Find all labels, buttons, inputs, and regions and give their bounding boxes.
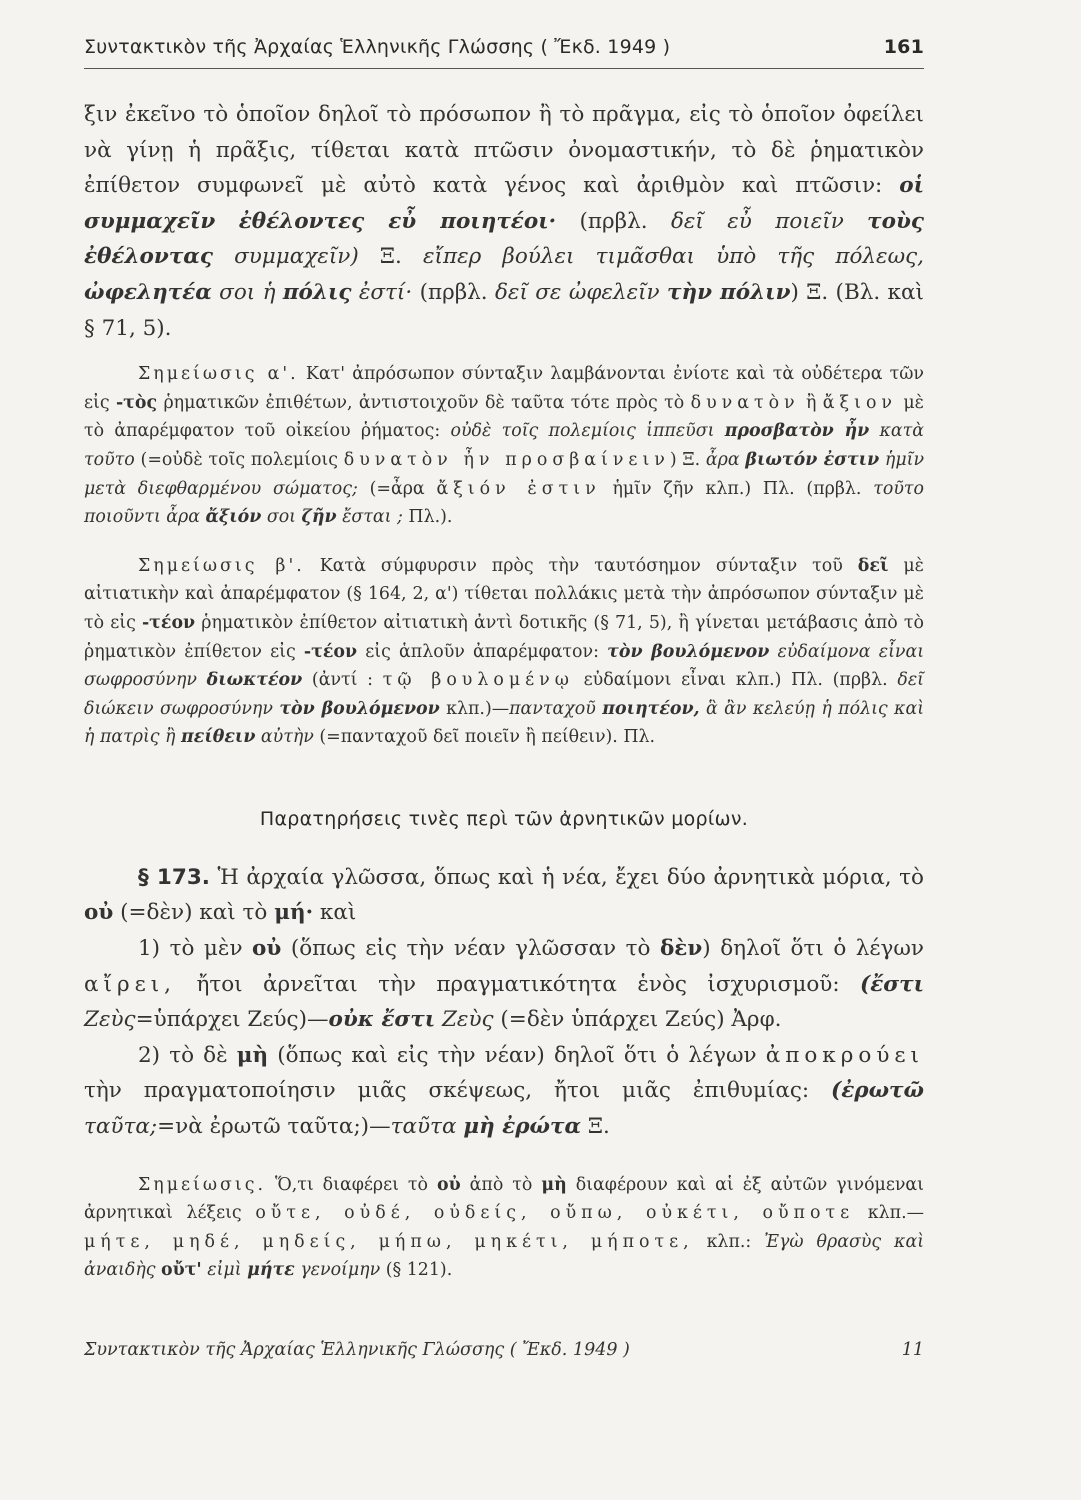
item-1: 1) τὸ μὲν οὐ (ὅπως εἰς τὴν νέαν γλῶσσαν τὸ δὲν) δηλοῖ ὅτι ὁ λέγων αἴρει, ἤτοι ἀρνεῖται τὴν πραγματικότητα ἑνὸς ἰσχυρισμοῦ: (ἔστι Ζεὺς=ὑπάρχει Ζεύς)—οὐκ ἔστι Ζεὺς (=δὲν ὑπάρχει Ζεύς) Ἀρφ.	[84, 936, 925, 1033]
note-b: Σημείωσις β'. Κατὰ σύμφυρσιν πρὸς τὴν ταυτόσημον σύνταξιν τοῦ δεῖ μὲ αἰτιατικὴν καὶ ἀπαρέμφατον (§ 164, 2, α') τίθεται πολλάκις μετὰ τὴν ἀπρόσωπον σύνταξιν μὲ τὸ εἰς -τέον ῥηματικὸν ἐπίθετον αἰτιατικὴ ἀντὶ δοτικῆς (§ 71, 5), ἢ γίνεται μετάβασις ἀπὸ τὸ ῥηματικὸν ἐπίθετον εἰς -τέον εἰς ἁπλοῦν ἀπαρέμφατον: τὸν βουλόμενον εὐδαίμονα εἶναι σωφροσύνην διωκτέον (ἀντί : τῷ βουλομένῳ εὐδαίμονι εἶναι κλπ.) Πλ. (πρβλ. δεῖ διώκειν σωφροσύνην τὸν βουλόμενον κλπ.)—πανταχοῦ ποιητέον, ἃ ἂν κελεύῃ ἡ πόλις καὶ ἡ πατρὶς ἢ πείθειν αὐτὴν (=πανταχοῦ δεῖ ποιεῖν ἢ πείθειν). Πλ.	[84, 555, 925, 748]
note-c: Σημείωσις. Ὅ,τι διαφέρει τὸ οὐ ἀπὸ τὸ μὴ διαφέρουν καὶ αἱ ἐξ αὐτῶν γινόμεναι ἀρνητικαὶ λέξεις οὔτε, οὐδέ, οὐδείς, οὔπω, οὐκέτι, οὔποτε κλπ.—μήτε, μηδέ, μηδείς, μήπω, μηκέτι, μήποτε, κλπ.: Ἐγὼ θρασὺς καὶ ἀναιδὴς οὔτ' εἰμὶ μήτε γενοίμην (§ 121).	[84, 1174, 925, 1281]
paragraph-continuation: ξιν ἐκεῖνο τὸ ὁποῖον δηλοῖ τὸ πρόσωπον ἢ τὸ πρᾶγμα, εἰς τὸ ὁποῖον ὀφείλει νὰ γίνῃ ἡ πρᾶξις, τίθεται κατὰ πτῶσιν ὀνομαστικήν, τὸ δὲ ῥηματικὸν ἐπίθετον συμφωνεῖ μὲ αὐτὸ κατὰ γένος καὶ ἀριθμὸν καὶ πτῶσιν: οἱ συμμαχεῖν ἐθέλοντες εὖ ποιητέοι· (πρβλ. δεῖ εὖ ποιεῖν τοὺς ἐθέλοντας συμμαχεῖν) Ξ. εἴπερ βούλει τιμᾶσθαι ὑπὸ τῆς πόλεως, ὠφελητέα σοι ἡ πόλις ἐστί· (πρβλ. δεῖ σε ὠφελεῖν τὴν πόλιν) Ξ. (Βλ. καὶ § 71, 5).	[84, 102, 924, 341]
signature-mark: 11	[901, 1340, 924, 1360]
header-title: Συντακτικὸν τῆς Ἀρχαίας Ἑλληνικῆς Γλώσσης ( Ἔκδ. 1949 )	[84, 36, 671, 58]
page-body	[84, 36, 924, 1285]
page-footer	[84, 1340, 924, 1360]
page-number: 161	[883, 36, 924, 58]
footer-title: Συντακτικὸν τῆς Ἀρχαίας Ἑλληνικῆς Γλώσσης ( Ἔκδ. 1949 )	[84, 1340, 630, 1360]
section-173: § 173. Ἡ ἀρχαία γλῶσσα, ὅπως καὶ ἡ νέα, ἔχει δύο ἀρνητικὰ μόρια, τὸ οὐ (=δὲν) καὶ τὸ μή· καὶ	[84, 864, 924, 926]
note-a: Σημείωσις α'. Κατ' ἀπρόσωπον σύνταξιν λαμβάνονται ἐνίοτε καὶ τὰ οὐδέτερα τῶν εἰς -τὸς ῥηματικῶν ἐπιθέτων, ἀντιστοιχοῦν δὲ ταῦτα τότε πρὸς τὸ δυνατὸν ἢ ἄξιον μὲ τὸ ἀπαρέμφατον τοῦ οἰκείου ῥήματος: οὐδὲ τοῖς πολεμίοις ἱππεῦσι προσβατὸν ἦν κατὰ τοῦτο (=οὐδὲ τοῖς πολεμίοις δυνατὸν ἦν προσβαίνειν) Ξ. ἆρα βιωτόν ἐστιν ἡμῖν μετὰ διεφθαρμένου σώματος; (=ἆρα ἄξιόν ἐστιν ἡμῖν ζῆν κλπ.) Πλ. (πρβλ. τοῦτο ποιοῦντι ἆρα ἄξιόν σοι ζῆν ἔσται ; Πλ.).	[84, 364, 925, 528]
section-heading: Παρατηρήσεις τινὲς περὶ τῶν ἀρνητικῶν μορίων.	[259, 807, 749, 830]
item-2: 2) τὸ δὲ μὴ (ὅπως καὶ εἰς τὴν νέαν) δηλοῖ ὅτι ὁ λέγων ἀποκρούει τὴν πραγματοποίησιν μιᾶς σκέψεως, ἤτοι μιᾶς ἐπιθυμίας: (ἐρωτῶ ταῦτα;=νὰ ἐρωτῶ ταῦτα;)—ταῦτα μὴ ἐρώτα Ξ.	[84, 1042, 924, 1140]
running-header	[84, 36, 924, 69]
